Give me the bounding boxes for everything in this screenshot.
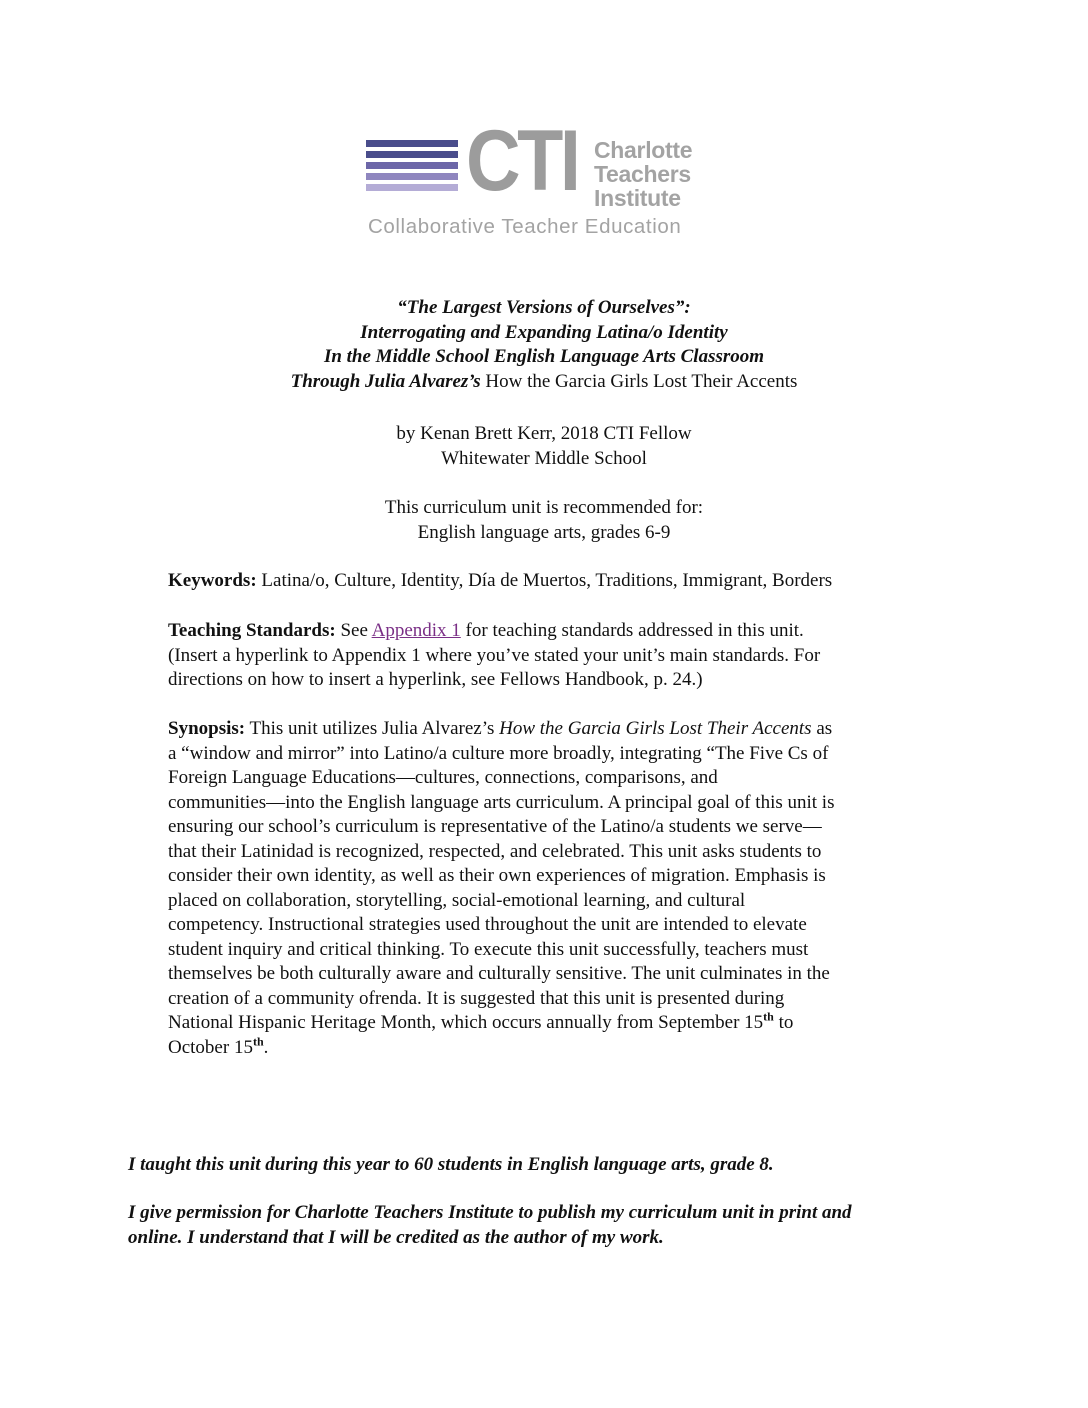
- permission-line-1: I give permission for Charlotte Teachers Institute to publish my curriculum unit in print and: [128, 1202, 852, 1223]
- synopsis-line: communities—into the English language arts curriculum. A principal goal of this unit is: [168, 791, 835, 813]
- standards-after-link: for teaching standards addressed in this unit.: [460, 620, 804, 641]
- synopsis-label: Synopsis:: [168, 718, 246, 739]
- synopsis-paragraph: [168, 717, 928, 1060]
- logo-bar: [366, 162, 458, 169]
- logo-tagline: Collaborative Teacher Education: [368, 215, 682, 238]
- logo-name: [594, 138, 734, 210]
- synopsis-text: as: [811, 718, 833, 739]
- title-line-1: “The Largest Versions of Ourselves”:: [397, 297, 691, 318]
- recommended-block: [0, 496, 1088, 545]
- synopsis-line: that their Latinidad is recognized, respected, and celebrated. This unit asks students to: [168, 840, 822, 862]
- standards-paragraph: [168, 619, 928, 693]
- recommended-line-2: English language arts, grades 6-9: [417, 521, 671, 543]
- unit-title: [0, 296, 1088, 394]
- synopsis-line: competency. Instructional strategies used throughout the unit are intended to elevate: [168, 914, 807, 935]
- logo-name-line: Charlotte: [594, 137, 693, 163]
- synopsis-text: .: [263, 1036, 269, 1058]
- title-line-4-italic: Through Julia Alvarez’s: [290, 370, 481, 392]
- logo-cti-letters: CTI: [466, 113, 578, 209]
- keywords-label: Keywords:: [168, 570, 257, 591]
- synopsis-line: consider their own identity, as well as their own experiences of migration. Emphasis is: [168, 865, 826, 886]
- appendix-1-link[interactable]: Appendix 1: [371, 620, 461, 641]
- superscript-th: th: [763, 1009, 774, 1024]
- synopsis-line: themselves be both culturally aware and culturally sensitive. The unit culminates in the: [168, 963, 830, 984]
- title-line-3: In the Middle School English Language Arts Classroom: [323, 346, 765, 367]
- author-school: Whitewater Middle School: [441, 447, 647, 469]
- synopsis-line: Foreign Language Educations—cultures, connections, comparisons, and: [168, 767, 718, 788]
- synopsis-line: creation of a community ofrenda. It is suggested that this unit is presented during: [168, 987, 785, 1009]
- logo-name-line: Institute: [594, 185, 681, 211]
- recommended-line-1: This curriculum unit is recommended for:: [384, 497, 704, 518]
- standards-line-3: directions on how to insert a hyperlink, see Fellows Handbook, p. 24.): [168, 669, 703, 690]
- standards-line-1: [168, 619, 928, 644]
- cti-logo: [366, 113, 726, 244]
- synopsis-line: a “window and mirror” into Latino/a culture more broadly, integrating “The Five Cs of: [168, 742, 829, 764]
- title-line-2: Interrogating and Expanding Latina/o Identity: [360, 321, 728, 343]
- synopsis-line: [168, 1011, 928, 1036]
- synopsis-line: ensuring our school’s curriculum is representative of the Latino/a students we serve—: [168, 816, 822, 837]
- author-block: [0, 422, 1088, 471]
- author-byline: by Kenan Brett Kerr, 2018 CTI Fellow: [396, 423, 692, 444]
- synopsis-line: placed on collaboration, storytelling, social-emotional learning, and cultural: [168, 889, 746, 911]
- logo-bar: [366, 151, 458, 158]
- synopsis-line: [168, 1036, 928, 1061]
- synopsis-text: to: [773, 1012, 794, 1033]
- synopsis-line: [168, 717, 928, 742]
- standards-line-2: (Insert a hyperlink to Appendix 1 where you’ve stated your unit’s main standards. For: [168, 644, 821, 666]
- standards-see: See: [335, 620, 372, 641]
- synopsis-text: National Hispanic Heritage Month, which occurs annually from September 15: [168, 1012, 764, 1033]
- synopsis-text: October 15: [168, 1036, 253, 1058]
- keywords-paragraph: [168, 569, 928, 594]
- synopsis-line: student inquiry and critical thinking. To execute this unit successfully, teachers must: [168, 938, 809, 960]
- synopsis-text: This unit utilizes Julia Alvarez’s: [245, 718, 500, 739]
- synopsis-book-title: How the Garcia Girls Lost Their Accents: [499, 718, 812, 739]
- standards-label: Teaching Standards:: [168, 620, 336, 641]
- superscript-th: th: [252, 1034, 264, 1049]
- logo-bar: [366, 184, 458, 191]
- logo-bar: [366, 173, 458, 180]
- permission-line-2: online. I understand that I will be credited as the author of my work.: [128, 1226, 664, 1248]
- title-book-name: How the Garcia Girls Lost Their Accents: [480, 370, 798, 392]
- taught-statement: I taught this unit during this year to 60 students in English language arts, grade 8.: [128, 1154, 774, 1175]
- logo-name-line: Teachers: [594, 161, 691, 187]
- keywords-text: Latina/o, Culture, Identity, Día de Muertos, Traditions, Immigrant, Borders: [256, 570, 833, 591]
- permission-statement: [128, 1201, 958, 1250]
- logo-bar: [366, 140, 458, 147]
- title-line-4: [0, 370, 1088, 395]
